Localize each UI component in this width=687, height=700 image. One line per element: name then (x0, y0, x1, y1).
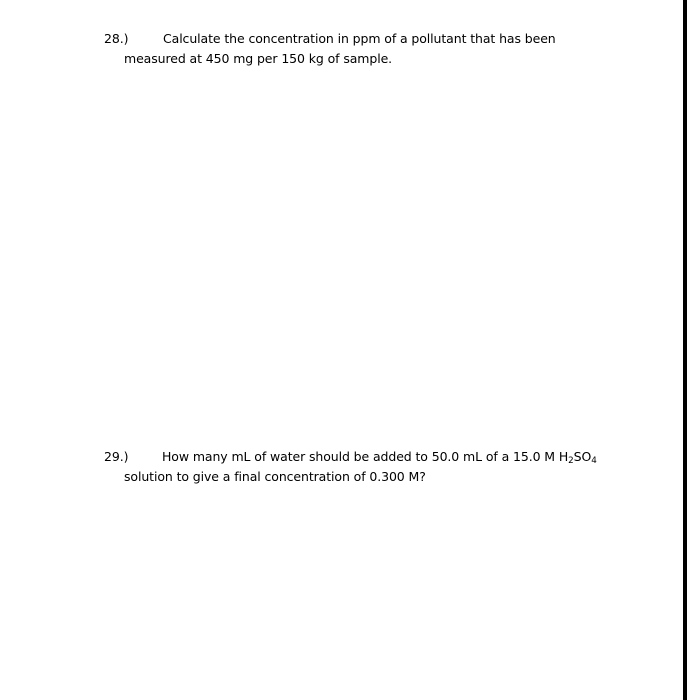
formula-subscript-2: 2 (568, 456, 574, 467)
question-29-number: 29.) (104, 449, 129, 464)
question-29-text-line-1: How many mL of water should be added to 50.0 mL of a 15.0 M H (162, 449, 569, 464)
question-28-text-line-2: measured at 450 mg per 150 kg of sample. (124, 51, 393, 66)
formula-subscript-4: 4 (591, 456, 597, 467)
question-28-line-1 (104, 29, 624, 49)
question-29 (104, 447, 624, 487)
formula-so: SO (573, 449, 592, 464)
question-28-text-line-1: Calculate the concentration in ppm of a pollutant that has been (163, 31, 556, 46)
question-28 (104, 29, 624, 69)
question-29-line-1 (104, 447, 624, 467)
question-28-number: 28.) (104, 31, 129, 46)
question-29-text-line-2: solution to give a final concentration of 0.300 M? (124, 469, 426, 484)
page-edge-border (683, 0, 687, 700)
